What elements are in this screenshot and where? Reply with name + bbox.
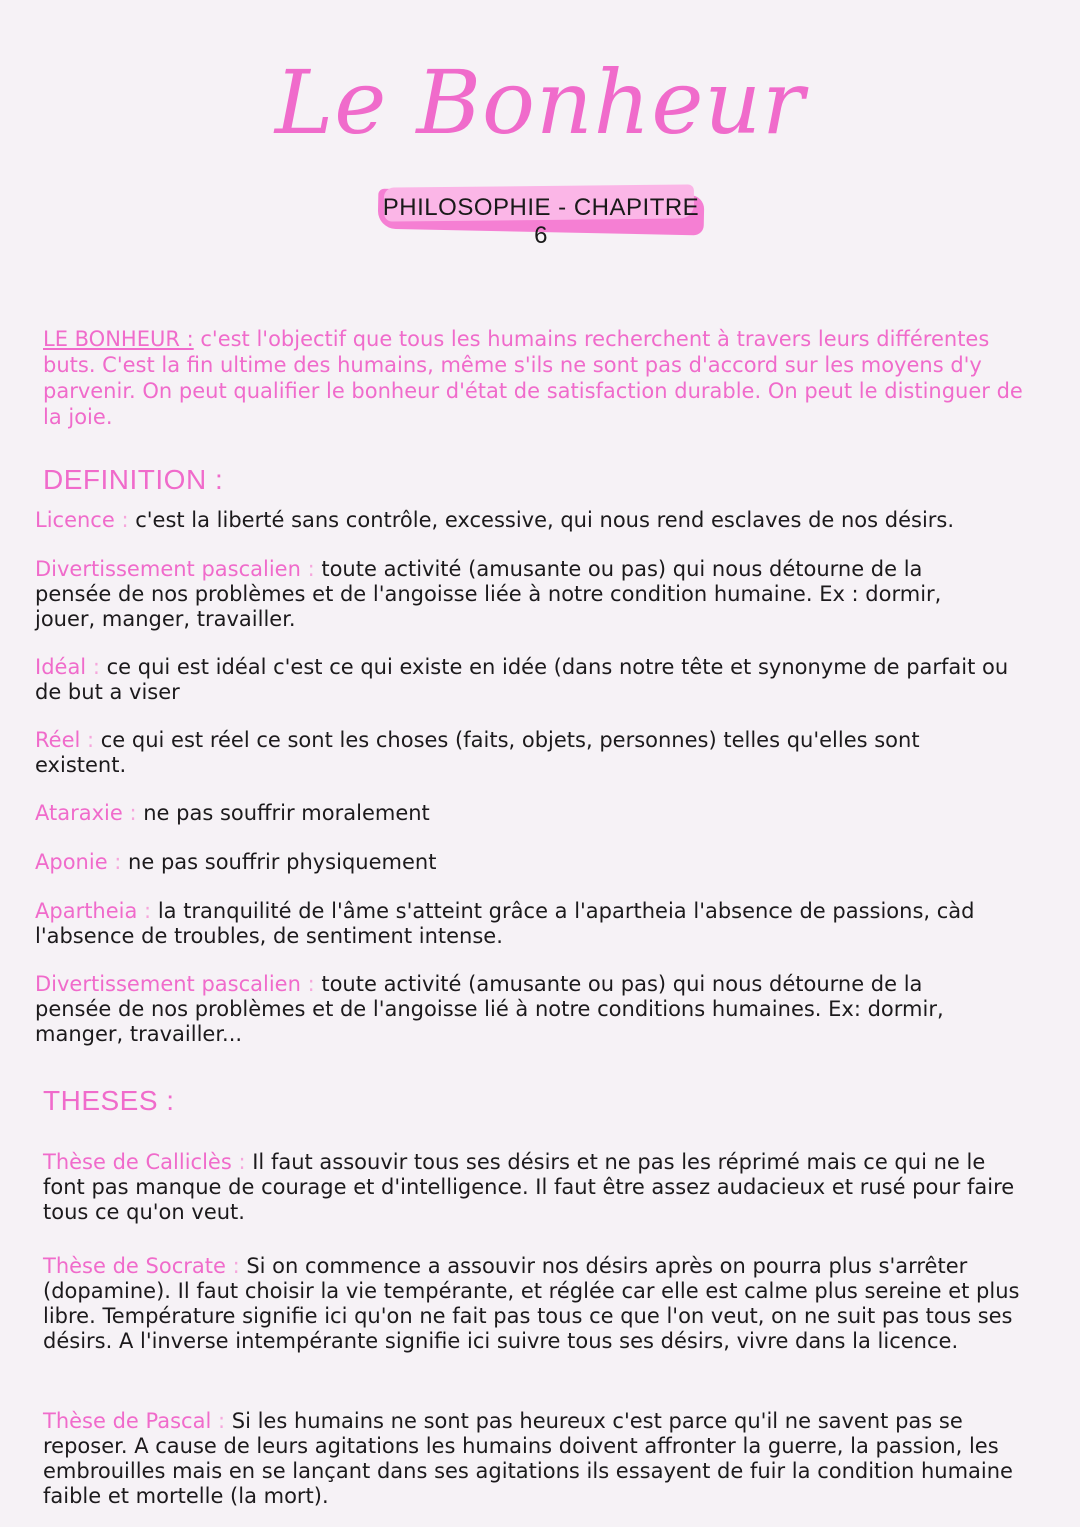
- thesis-text: Si les humains ne sont pas heureux c'est parce qu'il ne savent pas se reposer. A cause de leurs agitations les humains doivent affronter la guerre, la passion, les embrouilles mais en se lançant dans ses agitations ils essayent de fuir la condition humaine faible et mortelle (la mort).: [43, 1409, 1013, 1508]
- definition-text: la tranquilité de l'âme s'atteint grâce a l'apartheia l'absence de passions, càd l'absence de troubles, de sentiment intense.: [35, 899, 975, 948]
- definition-term: Divertissement pascalien: [35, 972, 301, 996]
- definition-item: Divertissement pascalien : toute activité (amusante ou pas) qui nous détourne de la pensée de nos problèmes et de l'angoisse liée à notre condition humaine. Ex : dormir, jouer, manger, travailler.: [35, 557, 942, 631]
- definition-heading: DEFINITION :: [43, 464, 224, 495]
- definition-item: Idéal : ce qui est idéal c'est ce qui existe en idée (dans notre tête et synonyme de parfait ou de but a viser: [35, 655, 1009, 704]
- definition-term: Aponie: [35, 850, 108, 874]
- thesis-item: Thèse de Pascal : Si les humains ne sont pas heureux c'est parce qu'il ne savent pas se reposer. A cause de leurs agitations les humains doivent affronter la guerre, la passion, les embrouilles mais en se lançant dans ses agitations ils essayent de fuir la condition humaine faible et mortelle (la mort).: [43, 1409, 1013, 1508]
- definition-item: Réel : ce qui est réel ce sont les choses (faits, objets, personnes) telles qu'elles sont existent.: [35, 728, 920, 777]
- definition-term: Ataraxie: [35, 801, 123, 825]
- subtitle-banner: [378, 186, 704, 249]
- thesis-text: Il faut assouvir tous ses désirs et ne pas les réprimé mais ce qui ne le font pas manque de courage et d'intelligence. Il faut être assez audacieux et rusé pour faire tous ce qu'on veut.: [43, 1150, 1015, 1224]
- intro-lead: LE BONHEUR :: [43, 327, 194, 351]
- definition-term: Licence: [35, 508, 115, 532]
- definition-text: toute activité (amusante ou pas) qui nous détourne de la pensée de nos problèmes et de l'angoisse liée à notre condition humaine. Ex : dormir, jouer, manger, travailler.: [35, 557, 942, 631]
- definition-text: ne pas souffrir physiquement: [128, 850, 437, 874]
- theses-heading: THESES :: [43, 1085, 175, 1116]
- definition-term: Divertissement pascalien: [35, 557, 301, 581]
- definition-item: Licence : c'est la liberté sans contrôle, excessive, qui nous rend esclaves de nos désirs.: [35, 508, 955, 532]
- definition-item: Ataraxie : ne pas souffrir moralement: [35, 801, 430, 825]
- page-title: Le Bonheur: [274, 51, 806, 154]
- intro-text: c'est l'objectif que tous les humains recherchent à travers leurs différentes buts. C'est la fin ultime des humains, même s'ils ne sont pas d'accord sur les moyens d'y parvenir. On peut qualifier le bonheur d'état de satisfaction durable. On peut le distinguer de la joie.: [43, 327, 1023, 429]
- definition-text: c'est la liberté sans contrôle, excessive, qui nous rend esclaves de nos désirs.: [135, 508, 955, 532]
- definition-item: Divertissement pascalien : toute activité (amusante ou pas) qui nous détourne de la pensée de nos problèmes et de l'angoisse lié à notre conditions humaines. Ex: dormir, manger, travailler...: [35, 972, 944, 1046]
- subtitle: PHILOSOPHIE - CHAPITRE 6: [382, 194, 700, 249]
- thesis-term: Thèse de Socrate: [43, 1254, 226, 1278]
- definition-term: Idéal: [35, 655, 87, 679]
- thesis-item: Thèse de Calliclès : Il faut assouvir tous ses désirs et ne pas les réprimé mais ce qui ne le font pas manque de courage et d'intelligence. Il faut être assez audacieux et rusé pour faire tous ce qu'on veut.: [43, 1150, 1015, 1224]
- definition-item: Aponie : ne pas souffrir physiquement: [35, 850, 437, 874]
- definition-text: toute activité (amusante ou pas) qui nous détourne de la pensée de nos problèmes et de l'angoisse lié à notre conditions humaines. Ex: dormir, manger, travailler...: [35, 972, 944, 1046]
- definition-text: ne pas souffrir moralement: [143, 801, 430, 825]
- thesis-item: Thèse de Socrate : Si on commence a assouvir nos désirs après on pourra plus s'arrêter (dopamine). Il faut choisir la vie tempérante, et réglée car elle est calme plus sereine et plus libre. Température signifie ici qu'on ne fait pas tous ce que l'on veut, on ne suit pas tous ses désirs. A l'inverse intempérante signifie ici suivre tous ses désirs, vivre dans la licence.: [43, 1254, 1020, 1353]
- definition-item: Apartheia : la tranquilité de l'âme s'atteint grâce a l'apartheia l'absence de passions, càd l'absence de troubles, de sentiment intense.: [35, 899, 975, 948]
- definition-term: Apartheia: [35, 899, 138, 923]
- thesis-term: Thèse de Calliclès: [43, 1150, 232, 1174]
- definition-text: ce qui est réel ce sont les choses (faits, objets, personnes) telles qu'elles sont existent.: [35, 728, 920, 777]
- thesis-text: Si on commence a assouvir nos désirs après on pourra plus s'arrêter (dopamine). Il faut choisir la vie tempérante, et réglée car elle est calme plus sereine et plus libre. Température signifie ici qu'on ne fait pas tous ce que l'on veut, on ne suit pas tous ses désirs. A l'inverse intempérante signifie ici suivre tous ses désirs, vivre dans la licence.: [43, 1254, 1020, 1353]
- definition-term: Réel: [35, 728, 81, 752]
- definition-text: ce qui est idéal c'est ce qui existe en idée (dans notre tête et synonyme de parfait ou de but a viser: [35, 655, 1009, 704]
- thesis-term: Thèse de Pascal: [43, 1409, 212, 1433]
- intro-paragraph: [43, 326, 1033, 430]
